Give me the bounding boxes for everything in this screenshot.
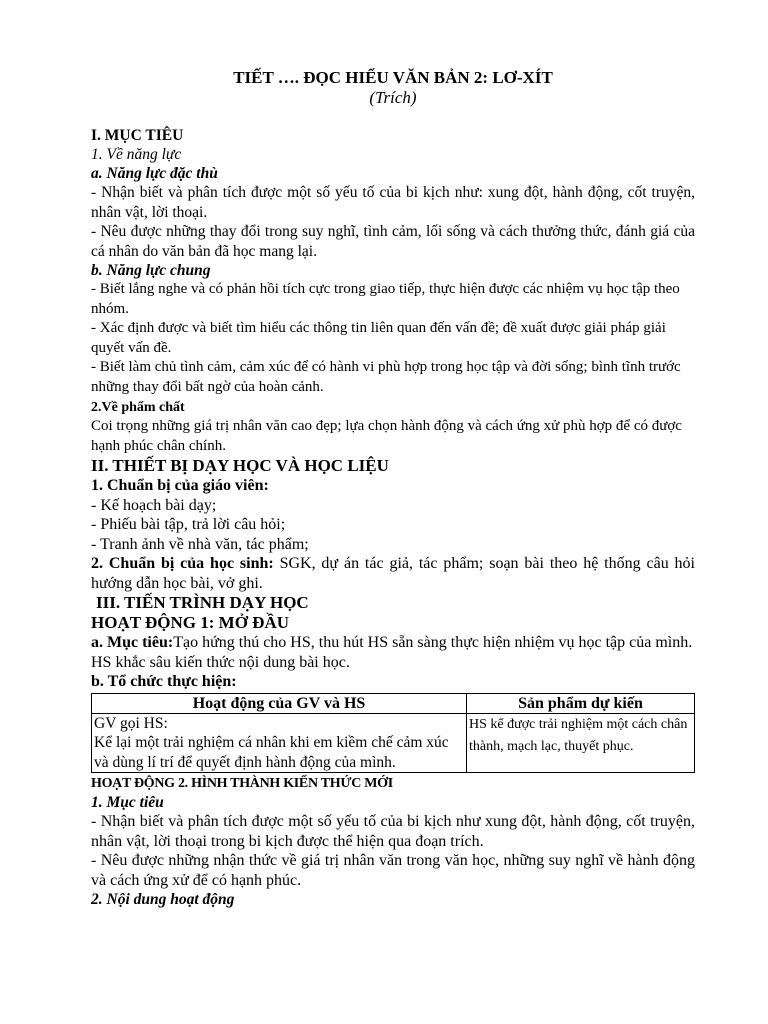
- activity-2-objective-item: - Nêu được những nhận thức về giá trị nhân văn trong văn học, những suy nghĩ về hành động và cách ứng xử để có hạnh phúc.: [91, 852, 695, 889]
- activity-2-heading: HOẠT ĐỘNG 2. HÌNH THÀNH KIẾN THỨC MỚI: [91, 776, 393, 791]
- activity-1-heading: HOẠT ĐỘNG 1: MỞ ĐẦU: [91, 613, 290, 632]
- qualities-heading: 2.Về phẩm chất: [91, 400, 185, 415]
- specific-competence-item: - Nhận biết và phân tích được một số yếu tố của bi kịch như: xung đột, hành động, cốt truyện, nhân vật, lời thoại.: [91, 184, 695, 221]
- document-page: [91, 68, 695, 909]
- activity-1-objective-label: a. Mục tiêu:: [91, 634, 174, 651]
- teacher-prep-item: - Tranh ảnh về nhà văn, tác phẩm;: [91, 535, 309, 553]
- section-process-heading: III. TIẾN TRÌNH DẠY HỌC: [96, 593, 309, 612]
- student-prep-text: SGK, dự án tác giả, tác phẩm; soạn bài theo hệ thống câu hỏi hướng dẫn học bài, vở ghi.: [91, 555, 696, 592]
- teacher-prep-heading: [91, 476, 695, 496]
- student-prep-paragraph: [91, 554, 695, 593]
- general-competence-heading: b. Năng lực chung: [91, 262, 211, 279]
- activity-1-organize: [91, 672, 695, 692]
- activity-2-objective-heading: 1. Mục tiêu: [91, 794, 164, 811]
- document-subtitle: (Trích): [369, 88, 417, 107]
- table-header-product: Sản phẩm dự kiến: [467, 693, 695, 713]
- teacher-prep-item: - Phiếu bài tập, trả lời câu hỏi;: [91, 516, 286, 533]
- student-prep-label: 2. Chuẩn bị của học sinh:: [91, 555, 274, 572]
- activity-1-objective: [91, 633, 695, 672]
- qualities-text: Coi trọng những giá trị nhân văn cao đẹp; lựa chọn hành động và cách ứng xử phù hợp để có được hạnh phúc chân chính.: [91, 418, 682, 454]
- teacher-prep-item: - Kế hoạch bài dạy;: [91, 496, 217, 514]
- document-title: TIẾT …. ĐỌC HIỂU VĂN BẢN 2: LƠ-XÍT: [233, 68, 553, 87]
- table-cell-line: GV gọi HS:: [94, 714, 168, 732]
- table-row: [92, 713, 695, 773]
- table-header-row: [92, 693, 695, 713]
- table-cell-line: Kể lại một trải nghiệm cá nhân khi em kiềm chế cảm xúc và dùng lí trí để quyết định hành động của mình.: [94, 734, 449, 771]
- specific-competence-heading: a. Năng lực đặc thù: [91, 165, 218, 182]
- activity-1-objective-text: Tạo hứng thú cho HS, thu hút HS sẵn sàng thực hiện nhiệm vụ học tập của mình. HS khắc sâu kiến thức nội dung bài học.: [91, 634, 693, 671]
- section-equipment-heading: II. THIẾT BỊ DẠY HỌC VÀ HỌC LIỆU: [91, 456, 389, 475]
- activity-2-objective-item: - Nhận biết và phân tích được một số yếu tố của bi kịch như xung đột, hành động, cốt truyện, nhân vật, lời thoại trong bi kịch được thể hiện qua đoạn trích.: [91, 813, 695, 850]
- table-cell-product: HS kể được trải nghiệm một cách chân thành, mạch lạc, thuyết phục.: [467, 713, 695, 773]
- section-objectives-heading: I. MỤC TIÊU: [91, 127, 184, 144]
- general-competence-item: - Biết làm chủ tình cảm, cảm xúc để có hành vi phù hợp trong học tập và đời sống; bình tĩnh trước những thay đổi bất ngờ của hoàn cảnh.: [91, 359, 681, 395]
- activity-2-content-heading: 2. Nội dung hoạt động: [91, 891, 235, 908]
- table-cell-activity: [92, 713, 467, 773]
- competence-heading: 1. Về năng lực: [91, 146, 182, 163]
- general-competence-item: - Biết lắng nghe và có phản hồi tích cực trong giao tiếp, thực hiện được các nhiệm vụ học tập theo nhóm.: [91, 281, 680, 317]
- teacher-prep-label: 1. Chuẩn bị của giáo viên:: [91, 477, 269, 494]
- table-header-activity: Hoạt động của GV và HS: [92, 693, 467, 713]
- activity-1-organize-label: b. Tổ chức thực hiện:: [91, 673, 237, 690]
- specific-competence-item: - Nêu được những thay đổi trong suy nghĩ, tình cảm, lối sống và cách thưởng thức, đánh giá của cá nhân do văn bản đã học mang lại.: [91, 223, 695, 260]
- activity-table: [91, 693, 695, 774]
- general-competence-item: - Xác định được và biết tìm hiểu các thông tin liên quan đến vấn đề; đề xuất được giải pháp giải quyết vấn đề.: [91, 320, 666, 356]
